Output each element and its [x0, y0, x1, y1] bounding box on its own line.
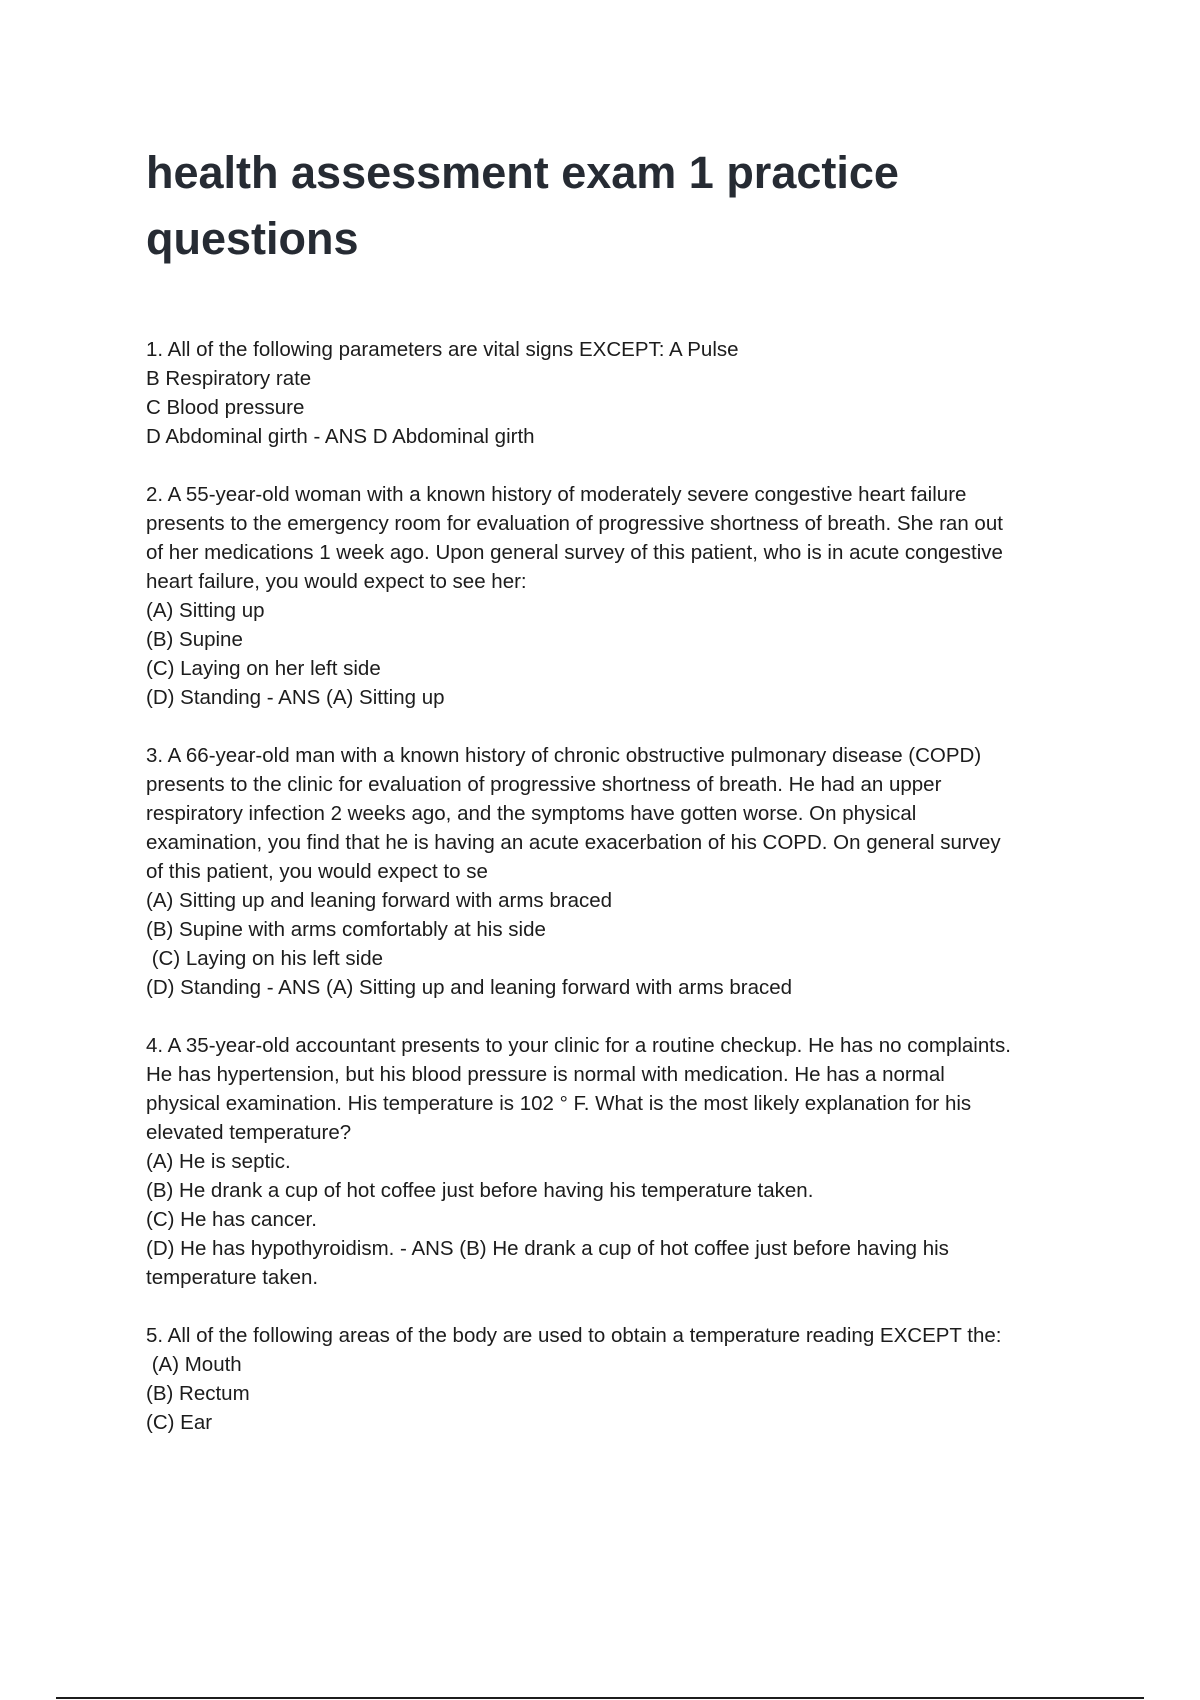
question-1 — [146, 335, 1096, 451]
question-line: He has hypertension, but his blood pressure is normal with medication. He has a normal — [146, 1063, 945, 1086]
question-line: presents to the emergency room for evaluation of progressive shortness of breath. She ran out — [146, 512, 1003, 535]
answer-option: (A) He is septic. — [146, 1150, 291, 1173]
answer-option: C Blood pressure — [146, 396, 305, 419]
answer-option: (B) Rectum — [146, 1382, 250, 1405]
question-line: elevated temperature? — [146, 1121, 352, 1144]
answer-option: (A) Sitting up — [146, 599, 265, 622]
question-4 — [146, 1031, 1096, 1292]
question-line: presents to the clinic for evaluation of progressive shortness of breath. He had an upper — [146, 773, 942, 796]
question-line: 5. All of the following areas of the body are used to obtain a temperature reading EXCEPT the: — [146, 1324, 1002, 1347]
answer-option: (B) Supine — [146, 628, 243, 651]
question-5 — [146, 1321, 1096, 1437]
question-line: of her medications 1 week ago. Upon general survey of this patient, who is in acute congestive — [146, 541, 1003, 564]
answer-option: B Respiratory rate — [146, 367, 312, 390]
answer-option: (D) Standing - ANS (A) Sitting up — [146, 686, 445, 709]
answer-option: (A) Sitting up and leaning forward with arms braced — [146, 889, 613, 912]
answer-option: D Abdominal girth - ANS D Abdominal girth — [146, 425, 535, 448]
question-line: of this patient, you would expect to se — [146, 860, 488, 883]
question-line: 3. A 66-year-old man with a known history of chronic obstructive pulmonary disease (COPD) — [146, 744, 982, 767]
question-line: 1. All of the following parameters are vital signs EXCEPT: A Pulse — [146, 338, 739, 361]
answer-option: (B) Supine with arms comfortably at his side — [146, 918, 546, 941]
question-list — [146, 335, 1096, 1466]
answer-option: (A) Mouth — [146, 1353, 242, 1376]
question-2 — [146, 480, 1096, 712]
question-3 — [146, 741, 1096, 1002]
question-line: heart failure, you would expect to see her: — [146, 570, 527, 593]
question-line: respiratory infection 2 weeks ago, and the symptoms have gotten worse. On physical — [146, 802, 917, 825]
question-line: examination, you find that he is having an acute exacerbation of his COPD. On general survey — [146, 831, 1001, 854]
answer-option: (D) He has hypothyroidism. - ANS (B) He drank a cup of hot coffee just before having his — [146, 1237, 949, 1260]
answer-option: (D) Standing - ANS (A) Sitting up and leaning forward with arms braced — [146, 976, 793, 999]
question-line: 4. A 35-year-old accountant presents to your clinic for a routine checkup. He has no complaints. — [146, 1034, 1011, 1057]
footer-divider — [56, 1697, 1144, 1699]
answer-option: (C) He has cancer. — [146, 1208, 317, 1231]
answer-option: (C) Laying on her left side — [146, 657, 381, 680]
answer-option: (B) He drank a cup of hot coffee just before having his temperature taken. — [146, 1179, 814, 1202]
answer-option: (C) Ear — [146, 1411, 213, 1434]
answer-option: temperature taken. — [146, 1266, 319, 1289]
question-line: physical examination. His temperature is 102 ° F. What is the most likely explanation for his — [146, 1092, 972, 1115]
answer-option: (C) Laying on his left side — [146, 947, 384, 970]
question-line: 2. A 55-year-old woman with a known history of moderately severe congestive heart failure — [146, 483, 967, 506]
page-title: health assessment exam 1 practice questions — [146, 147, 899, 264]
